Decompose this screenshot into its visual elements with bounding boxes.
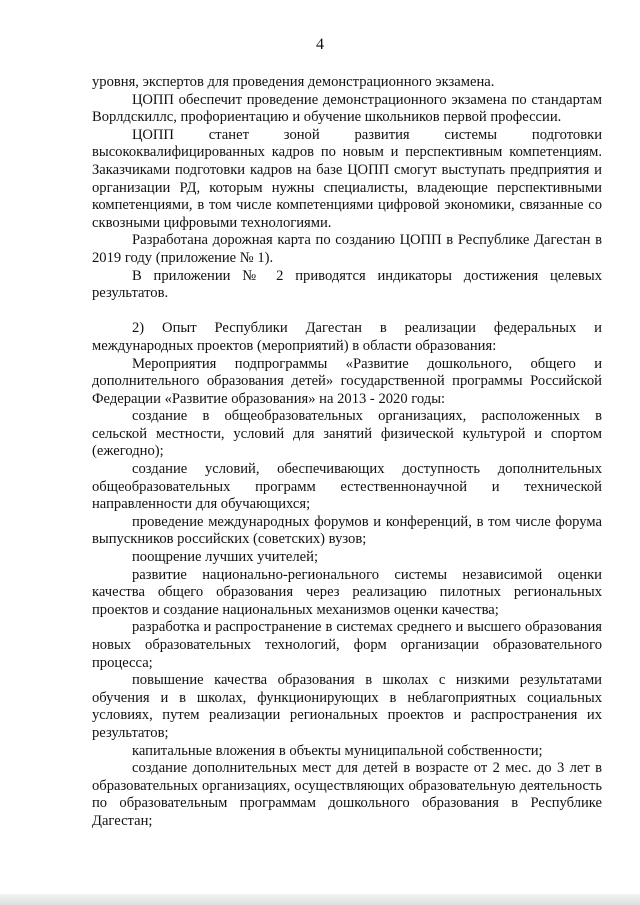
paragraph: ЦОПП станет зоной развития системы подготовки высококвалифицированных кадров по новым и перспективным компетенциям. Заказчиками подготовки кадров на базе ЦОПП смогут выступать предприятия и организации РД, которым нужны специалисты, владеющие перспективными компетенциями, в том числе компетенциями цифровой экономики, связанные со сквозными цифровыми технологиями. [92,126,602,231]
paragraph: ЦОПП обеспечит проведение демонстрационного экзамена по стандартам Ворлдскиллс, профориентацию и обучение школьников первой профессии. [92,91,602,126]
paragraph-gap [92,303,602,321]
list-item: проведение международных форумов и конференций, в том числе форума выпускников российских (советских) вузов; [92,513,602,548]
scan-bottom-edge [0,894,640,905]
list-item: создание условий, обеспечивающих доступность дополнительных общеобразовательных программ естественнонаучной и технической направленности для обучающихся; [92,461,602,513]
page-number: 4 [316,36,324,53]
list-item: развитие национально-регионального системы независимой оценки качества общего образования через реализацию пилотных региональных проектов и создание национальных механизмов оценки качества; [92,566,602,618]
list-item: создание в общеобразовательных организациях, расположенных в сельской местности, условий для занятий физической культурой и спортом (ежегодно); [92,408,602,460]
list-item: капитальные вложения в объекты муниципальной собственности; [132,742,543,759]
document-body [92,74,602,831]
paragraph: Мероприятия подпрограммы «Развитие дошкольного, общего и дополнительного образования детей» государственной программы Российской Федерации «Развитие образования» на 2013 - 2020 годы: [92,355,602,407]
paragraph: уровня, экспертов для проведения демонстрационного экзамена. [92,74,495,90]
paragraph: В приложении № 2 приводятся индикаторы достижения целевых результатов. [92,267,602,302]
list-item: создание дополнительных мест для детей в возрасте от 2 мес. до 3 лет в образовательных организациях, осуществляющих образовательную деятельность по образовательным программам дошкольного образования в Республике Дагестан; [92,760,602,829]
list-item: поощрение лучших учителей; [132,549,318,566]
paragraph: Разработана дорожная карта по созданию ЦОПП в Республике Дагестан в 2019 году (приложение № 1). [92,232,602,266]
list-item: повышение качества образования в школах с низкими результатами обучения и в школах, функционирующих в неблагоприятных социальных условиях, путем реализации региональных проектов и распространения их результатов; [92,672,602,741]
list-item: разработка и распространение в системах среднего и высшего образования новых образовательных технологий, форм организации образовательного процесса; [92,619,602,671]
section-heading: 2) Опыт Республики Дагестан в реализации федеральных и международных проектов (мероприятий) в области образования: [92,320,602,354]
